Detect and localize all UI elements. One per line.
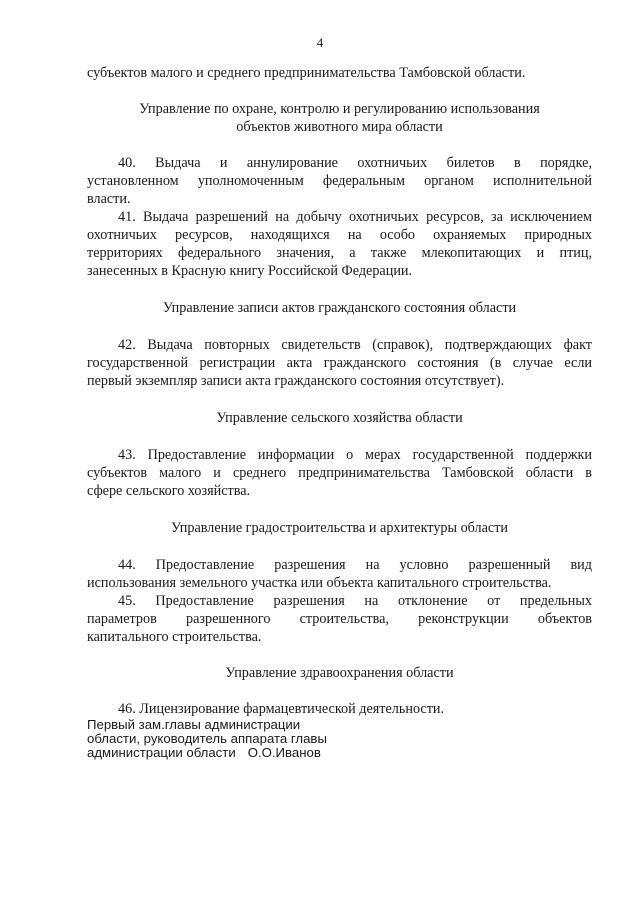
section-heading: объектов животного мира области [236, 119, 443, 135]
signature-title-line: области, руководитель аппарата главы [87, 731, 327, 746]
item-line: сфере сельского хозяйства. [87, 483, 251, 499]
signatory-name: О.О.Иванов [247, 745, 321, 760]
item-40 [87, 154, 592, 208]
section-healthcare [87, 664, 592, 718]
continuation-line: субъектов малого и среднего предпринимательства Тамбовской области. [87, 65, 526, 81]
item-line: установленном уполномоченным федеральным органом исполнительной [87, 173, 592, 189]
item-line: государственной регистрации акта гражданского состояния (в случае если [87, 355, 592, 371]
signature-title-line [87, 746, 327, 760]
item-42 [87, 336, 592, 390]
section-heading: Управление сельского хозяйства области [216, 410, 463, 426]
item-45 [87, 592, 592, 646]
item-line: 44. Предоставление разрешения на условно разрешенный вид [118, 557, 592, 573]
item-line: 43. Предоставление информации о мерах государственной поддержки [118, 447, 592, 463]
item-line: первый экземпляр записи акта гражданского состояния отсутствует). [87, 373, 505, 389]
item-line: территориях федерального значения, а также млекопитающих и птиц, [87, 245, 592, 261]
section-civil-registry [87, 299, 592, 390]
item-line: 46. Лицензирование фармацевтической деятельности. [118, 701, 445, 717]
item-line: охотничьих ресурсов, находящихся на особо охраняемых природных [87, 227, 592, 243]
item-line: параметров разрешенного строительства, реконструкции объектов [87, 611, 592, 627]
item-line: использования земельного участка или объекта капитального строительства. [87, 575, 552, 591]
item-line: субъектов малого и среднего предпринимательства Тамбовской области в [87, 465, 592, 481]
document-body [87, 64, 592, 718]
item-44 [87, 556, 592, 592]
signature-position: администрации области [87, 745, 236, 760]
item-line: 40. Выдача и аннулирование охотничьих билетов в порядке, [118, 155, 592, 171]
item-line: занесенных в Красную книгу Российской Федерации. [87, 263, 413, 279]
item-line: 42. Выдача повторных свидетельств (справок), подтверждающих факт [118, 337, 592, 353]
signature-title-line: Первый зам.главы администрации [87, 717, 301, 732]
section-heading: Управление записи актов гражданского состояния области [162, 300, 517, 316]
section-heading: Управление градостроительства и архитектуры области [170, 520, 509, 536]
section-wildlife [87, 100, 592, 280]
item-line: власти. [87, 191, 131, 207]
section-urban-planning [87, 519, 592, 646]
item-43 [87, 446, 592, 500]
item-line: 41. Выдача разрешений на добычу охотничьих ресурсов, за исключением [118, 209, 592, 225]
item-line: 45. Предоставление разрешения на отклонение от предельных [118, 593, 592, 609]
item-46 [87, 700, 592, 718]
item-41 [87, 208, 592, 280]
section-heading: Управление здравоохранения области [225, 665, 454, 681]
item-line: капитального строительства. [87, 629, 262, 645]
section-agriculture [87, 409, 592, 500]
page-number: 4 [316, 35, 324, 50]
signature-block [87, 718, 327, 760]
section-heading: Управление по охране, контролю и регулированию использования [139, 101, 540, 117]
